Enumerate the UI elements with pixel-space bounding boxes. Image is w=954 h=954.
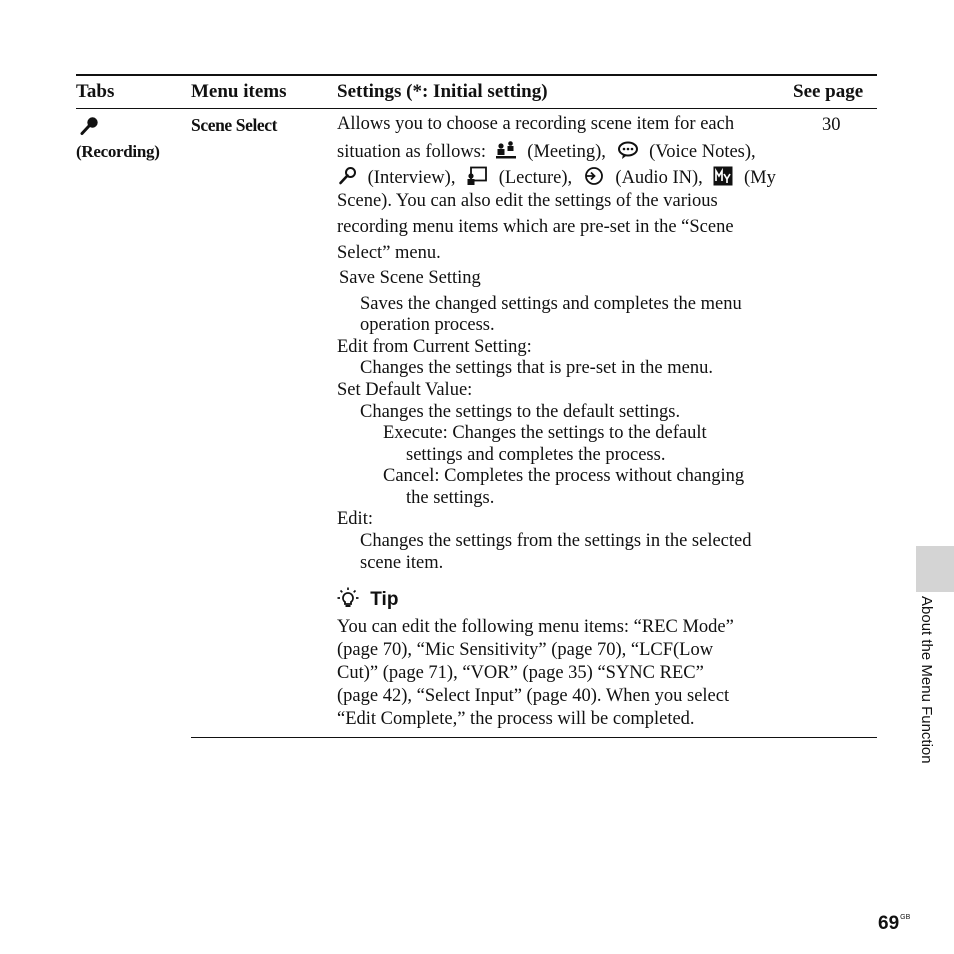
tab-label-recording: (Recording) [76,142,160,161]
audio-in-label: (Audio IN), [615,168,703,188]
option-edit-from-current: Edit from Current Setting: [337,337,532,357]
header-tabs: Tabs [76,81,115,102]
page-number-suffix: GB [900,914,911,921]
header-menu-items: Menu items [191,81,287,102]
option-edit: Edit: [337,509,373,529]
tip-line-5: “Edit Complete,” the process will be completed. [337,709,695,729]
option-edit-from-current-desc: Changes the settings that is pre-set in the menu. [360,358,713,378]
microphone-icon [78,115,100,137]
tip-heading-text: Tip [370,589,399,610]
interview-icon [337,166,357,186]
my-scene-icon [713,166,733,186]
tip-line-3: Cut)” (page 71), “VOR” (page 35) “SYNC REC” [337,663,704,683]
lecture-label: (Lecture), [498,168,573,188]
tip-line-1: You can edit the following menu items: “REC Mode” [337,617,734,637]
voice-notes-icon [617,140,639,160]
intro-line-2 [337,140,756,163]
option-execute-line-1: Execute: Changes the settings to the default [383,423,707,443]
table-bottom-rule [191,737,877,738]
my-label: (My [744,168,776,188]
menu-item-scene-select: Scene Select [191,115,278,135]
table-top-rule [76,74,877,76]
intro-line-5: recording menu items which are pre-set in the “Scene [337,217,734,237]
intro-situation-text: situation as follows: [337,142,487,162]
page-number-value: 69 [878,913,900,934]
audio-in-icon [583,166,605,186]
interview-label: (Interview), [367,168,456,188]
option-execute-line-2: settings and completes the process. [406,445,666,465]
option-cancel-line-1: Cancel: Completes the process without changing [383,466,745,486]
option-save-scene-setting: Save Scene Setting [339,268,481,288]
meeting-label: (Meeting), [527,142,606,162]
lecture-icon [466,166,488,186]
section-tab-marker [916,546,954,592]
option-cancel-line-2: the settings. [406,488,495,508]
option-save-desc-line-1: Saves the changed settings and completes the menu [360,294,742,314]
option-set-default-desc: Changes the settings to the default settings. [360,402,681,422]
table-header-rule [76,108,877,109]
page-number [878,906,910,936]
see-page-number: 30 [822,115,841,135]
lightbulb-icon [337,587,359,609]
meeting-icon [495,140,517,160]
option-set-default: Set Default Value: [337,380,473,400]
option-edit-desc-line-1: Changes the settings from the settings in the selected [360,531,752,551]
tip-line-2: (page 70), “Mic Sensitivity” (page 70), “LCF(Low [337,640,714,660]
tip-heading [337,587,398,612]
intro-line-6: Select” menu. [337,243,441,263]
section-label: About the Menu Function [918,596,935,764]
option-edit-desc-line-2: scene item. [360,553,444,573]
intro-line-4: Scene). You can also edit the settings of the various [337,191,718,211]
header-settings: Settings (*: Initial setting) [337,81,548,102]
header-see-page: See page [793,81,864,102]
intro-line-3 [337,166,776,189]
option-save-desc-line-2: operation process. [360,315,495,335]
tip-line-4: (page 42), “Select Input” (page 40). When you select [337,686,730,706]
voice-notes-label: (Voice Notes), [649,142,756,162]
intro-line-1: Allows you to choose a recording scene item for each [337,114,735,134]
